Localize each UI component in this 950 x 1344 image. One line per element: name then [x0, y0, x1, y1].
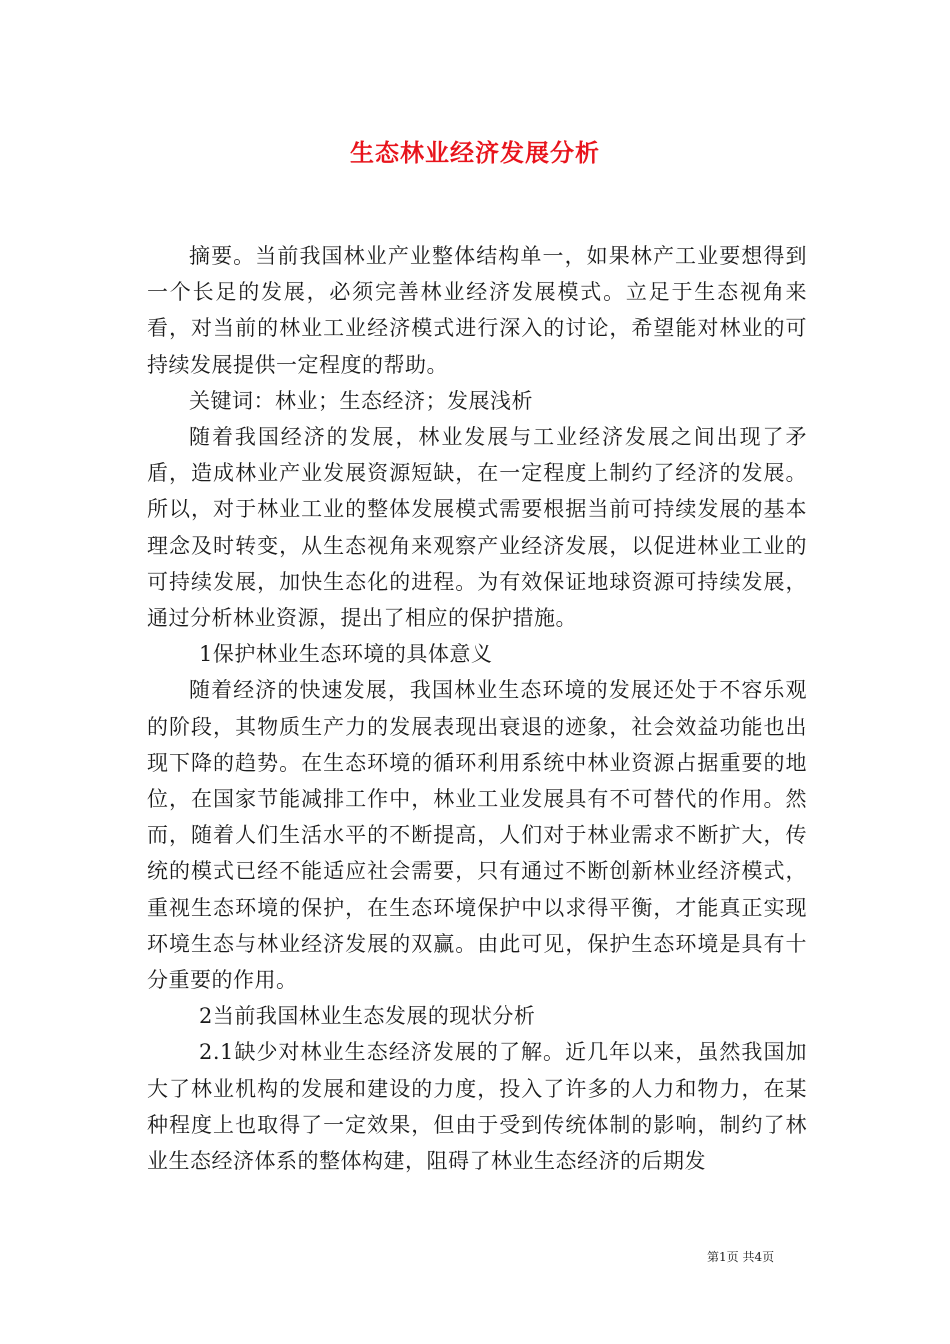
intro-paragraph: 随着我国经济的发展，林业发展与工业经济发展之间出现了矛盾，造成林业产业发展资源短缺，在一定程度上制约了经济的发展。所以，对于林业工业的整体发展模式需要根据当前可持续发展的基本理念及时转变，从生态视角来观察产业经济发展，以促进林业工业的可持续发展，加快生态化的进程。为有效保证地球资源可持续发展，通过分析林业资源，提出了相应的保护措施。 — [147, 425, 807, 631]
page-number-footer: 第1页 共4页 — [707, 1250, 775, 1264]
document-title: 生态林业经济发展分析 — [350, 138, 600, 167]
keywords-paragraph: 关键词：林业；生态经济；发展浅析 — [189, 388, 533, 413]
section-1-paragraph: 随着经济的快速发展，我国林业生态环境的发展还处于不容乐观的阶段，其物质生产力的发展表现出衰退的迹象，社会效益功能也出现下降的趋势。在生态环境的循环利用系统中林业资源占据重要的地位，在国家节能减排工作中，林业工业发展具有不可替代的作用。然而，随着人们生活水平的不断提高，人们对于林业需求不断扩大，传统的模式已经不能适应社会需要，只有通过不断创新林业经济模式，重视生态环境的保护，在生态环境保护中以求得平衡，才能真正实现环境生态与林业经济发展的双赢。由此可见，保护生态环境是具有十分重要的作用。 — [147, 678, 807, 993]
section-2-1-paragraph: 2.1缺少对林业生态经济发展的了解。近几年以来，虽然我国加大了林业机构的发展和建设的力度，投入了许多的人力和物力，在某种程度上也取得了一定效果，但由于受到传统体制的影响，制约了林业生态经济体系的整体构建，阻碍了林业生态经济的后期发 — [147, 1040, 807, 1174]
document-body — [147, 238, 807, 1179]
abstract-paragraph: 摘要。当前我国林业产业整体结构单一，如果林产工业要想得到一个长足的发展，必须完善林业经济发展模式。立足于生态视角来看，对当前的林业工业经济模式进行深入的讨论，希望能对林业的可持续发展提供一定程度的帮助。 — [147, 244, 807, 377]
section-heading-2: 2当前我国林业生态发展的现状分析 — [199, 1004, 536, 1029]
section-heading-1: 1保护林业生态环境的具体意义 — [199, 642, 493, 667]
